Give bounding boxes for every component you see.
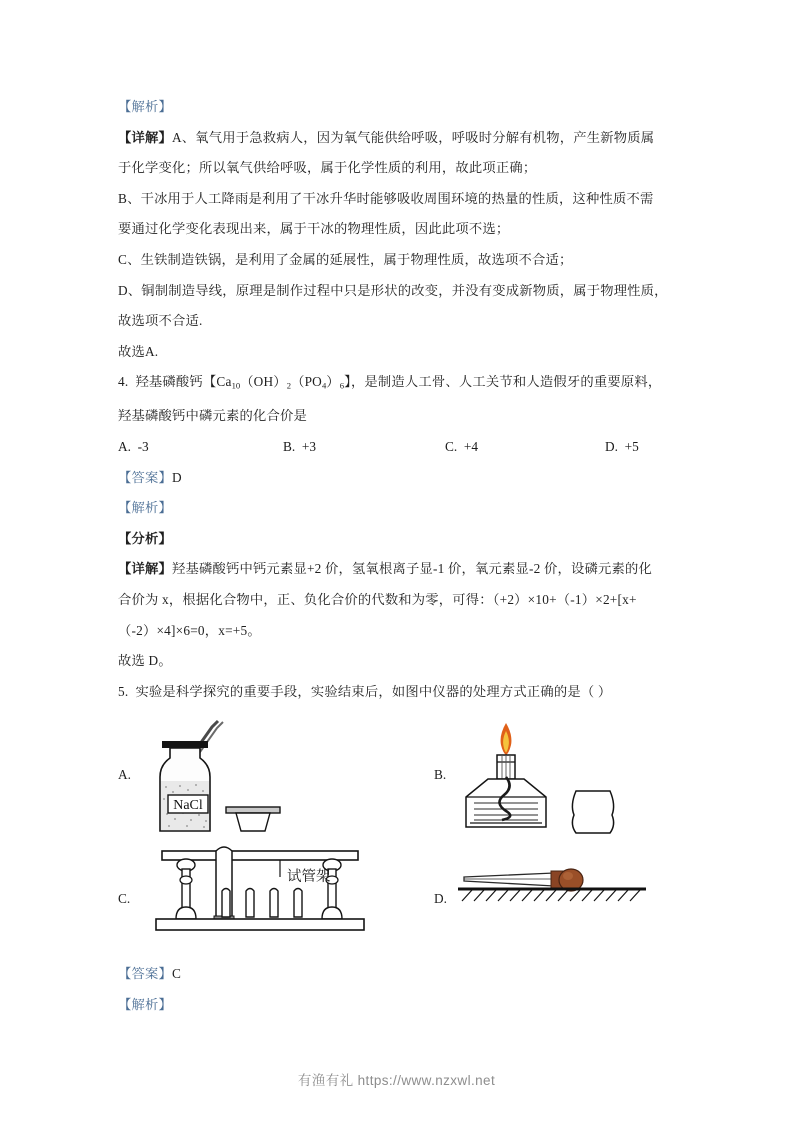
option-d-value: +5	[624, 438, 639, 454]
analysis-tag-q3	[118, 92, 680, 123]
question-4-option-b[interactable]	[283, 432, 316, 463]
question-4-stem-d: ）	[326, 374, 340, 390]
fenxi-tag: 【分析】	[118, 530, 172, 546]
q3-detail-line-7: 故选项不合适.	[118, 313, 203, 329]
question-4-stem-line-2: 羟基磷酸钙中磷元素的化合价是	[118, 408, 307, 424]
q3-detail-line-5: C、生铁制造铁锅，是利用了金属的延展性，属于物理性质，故选项不合适；	[118, 251, 573, 267]
question-5-stem-text: 实验是科学探究的重要手段，实验结束后，如图中仪器的处理方式正确的是（ ）	[135, 683, 612, 699]
question-4-detail-line-1	[118, 554, 680, 585]
q3-detail-text-1: A、氧气用于急救病人，因为氧气能供给呼吸，呼吸时分解有机物，产生新物质属	[172, 129, 655, 145]
bottle-label-text: NaCl	[173, 798, 203, 814]
question-4-stem-line-1	[118, 367, 680, 401]
question-5-answer-row	[118, 959, 680, 990]
figure-option-a-letter: A.	[118, 767, 131, 783]
test-tube-rack-caption: 试管架	[287, 869, 331, 886]
option-b-value: +3	[301, 438, 317, 454]
footer-watermark: 有渔有礼 https://www.nzxwl.net	[297, 1073, 496, 1088]
question-4-detail-text-1: 羟基磷酸钙中钙元素显+2 价，氢氧根离子显-1 价，氧元素显-2 价，设磷元素的化	[172, 561, 652, 577]
xiangjie-tag: 【详解】	[118, 129, 172, 145]
formula-sub-o: 4	[322, 380, 327, 391]
question-5-answer-value: C	[172, 966, 182, 982]
option-d-letter: D.	[605, 438, 618, 454]
formula-sub-oh: 2	[286, 380, 292, 391]
q3-detail-line-3: B、干冰用于人工降雨是利用了干冰升华时能够吸收周围环境的热量的性质，这种性质不需	[118, 190, 654, 206]
figure-option-a[interactable]	[142, 719, 332, 839]
q3-detail-line-6: D、铜制制造导线，原理是制作过程中只是形状的改变，并没有变成新物质，属于物理性质，	[118, 282, 668, 298]
figure-option-b-letter: B.	[434, 767, 447, 783]
option-c-value: +4	[463, 438, 479, 454]
formula-sub-ca: 10	[231, 380, 241, 391]
bottle-lid-icon	[226, 807, 280, 831]
question-4-stem-a: 羟基磷酸钙【Ca	[135, 374, 232, 390]
question-4-options	[118, 432, 680, 463]
question-4-conclusion: 故选 D。	[118, 653, 172, 669]
table-surface-icon	[458, 889, 646, 901]
figure-option-d[interactable]	[458, 861, 648, 913]
option-a-value: -3	[137, 438, 149, 454]
question-4-stem-e: 】，是制造人工骨、人工关节和人造假牙的重要原料，	[344, 374, 662, 390]
figure-option-c-letter: C.	[118, 891, 131, 907]
jiexi-tag: 【解析】	[118, 996, 172, 1012]
answer-tag: 【答案】	[118, 966, 172, 982]
question-4-option-c[interactable]	[445, 432, 478, 463]
question-4-stem-c: （PO	[291, 374, 322, 390]
document-content	[118, 92, 680, 1020]
question-4-fenxi-row	[118, 524, 680, 555]
question-4-number: 4.	[118, 374, 129, 390]
q3-conclusion: 故选A.	[118, 343, 159, 359]
jiexi-tag: 【解析】	[118, 99, 172, 114]
option-c-letter: C.	[445, 438, 458, 454]
question-4-answer-row	[118, 463, 680, 494]
question-5-stem	[118, 677, 680, 708]
option-b-letter: B.	[283, 438, 296, 454]
question-4-stem-b: （OH）	[240, 374, 287, 390]
q3-detail-line-4: 要通过化学变化表现出来，属于干冰的物理性质，因此此项不选；	[118, 221, 510, 237]
formula-sub-po4: 6	[339, 380, 345, 391]
question-4-detail-line-2: 合价为 x，根据化合物中，正、负化合价的代数和为零，可得：（+2）×10+（-1）×2+[x+	[118, 591, 637, 607]
lamp-cap-icon	[572, 791, 613, 833]
flame-icon	[501, 723, 512, 755]
question-4-detail-line-3: （-2）×4]×6=0，x=+5。	[118, 622, 261, 638]
figure-option-d-letter: D.	[434, 891, 447, 907]
option-a-letter: A.	[118, 438, 131, 454]
question-4-option-d[interactable]	[605, 432, 639, 463]
question-5-figures	[118, 719, 680, 959]
q3-detail-line-1	[118, 123, 680, 154]
test-tube-rack-icon	[156, 847, 364, 930]
question-4-option-a[interactable]	[118, 432, 149, 463]
jiexi-tag: 【解析】	[118, 500, 172, 516]
reagent-bottle-icon	[160, 741, 210, 831]
answer-tag: 【答案】	[118, 469, 172, 485]
q3-detail-line-2: 于化学变化；所以氧气供给呼吸，属于化学性质的利用，故此项正确；	[118, 160, 537, 176]
question-5-number: 5.	[118, 683, 129, 699]
figure-option-b[interactable]	[458, 719, 648, 839]
alcohol-lamp-icon	[466, 723, 546, 827]
figure-option-c[interactable]	[154, 847, 374, 939]
question-5-jiexi-row	[118, 990, 680, 1021]
question-4-answer-value: D	[172, 469, 182, 485]
xiangjie-tag: 【详解】	[118, 561, 172, 577]
question-4-jiexi-row	[118, 493, 680, 524]
